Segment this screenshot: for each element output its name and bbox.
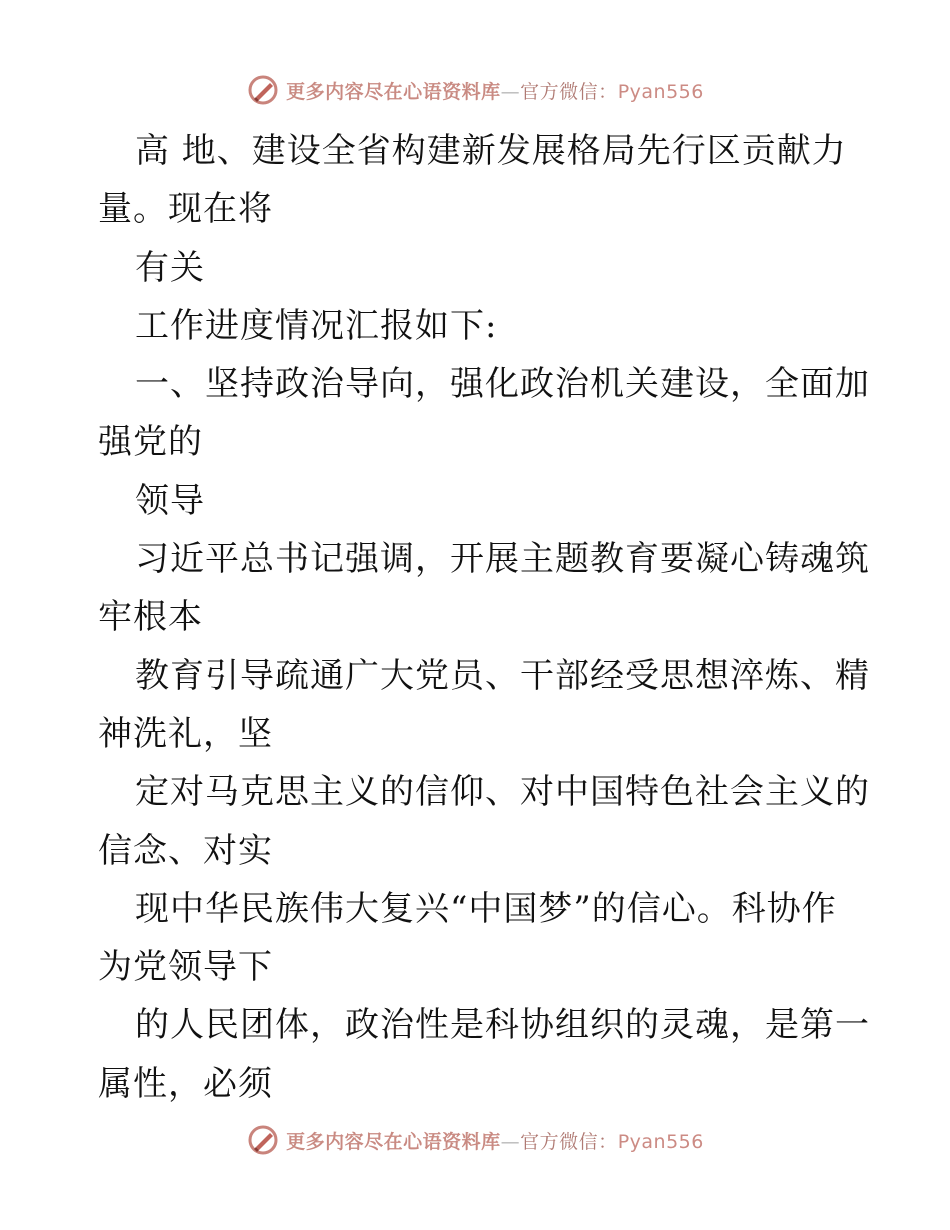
watermark-wechat-id: Pyan556 <box>617 80 704 103</box>
pen-logo-icon <box>246 1123 280 1157</box>
text-line: 习近平总书记强调，开展主题教育要凝心铸魂筑 <box>135 539 870 580</box>
text-line: 量。现在将 <box>98 189 273 230</box>
text-line: 工作进度情况汇报如下: <box>135 305 498 346</box>
watermark-text <box>286 1127 704 1154</box>
watermark-wechat-id: Pyan556 <box>617 1130 704 1153</box>
pen-logo-icon <box>246 73 280 107</box>
watermark-wechat-label: 官方微信： <box>520 1130 618 1153</box>
watermark-site-name: 更多内容尽在心语资料库 <box>286 80 501 103</box>
text-line: 为党领导下 <box>98 947 273 988</box>
text-line: 现中华民族伟大复兴“中国梦”的信心。科协作 <box>135 888 837 929</box>
text-line: 属性，必须 <box>98 1063 273 1104</box>
watermark-site-name: 更多内容尽在心语资料库 <box>286 1130 501 1153</box>
text-line: 领导 <box>135 480 205 521</box>
watermark-separator: — <box>500 1130 521 1153</box>
text-line: 神洗礼，坚 <box>98 713 273 754</box>
text-line: 定对马克思主义的信仰、对中国特色社会主义的 <box>135 772 870 813</box>
text-line: 高 地、建设全省构建新发展格局先行区贡献力 <box>135 131 847 171</box>
text-line: 强党的 <box>98 422 203 463</box>
text-line: 有关 <box>135 247 205 288</box>
text-line: 信念、对实 <box>98 830 273 871</box>
text-line: 牢根本 <box>98 597 203 638</box>
footer-watermark <box>0 1120 950 1160</box>
watermark-text <box>286 77 704 104</box>
header-watermark <box>0 70 950 110</box>
document-body <box>98 122 870 1113</box>
text-line: 一、坚持政治导向，强化政治机关建设，全面加 <box>135 364 870 405</box>
text-line: 的人民团体，政治性是科协组织的灵魂，是第一 <box>135 1005 870 1046</box>
watermark-wechat-label: 官方微信： <box>520 80 618 103</box>
watermark-separator: — <box>500 80 521 103</box>
text-line: 教育引导疏通广大党员、干部经受思想淬炼、精 <box>135 655 870 696</box>
